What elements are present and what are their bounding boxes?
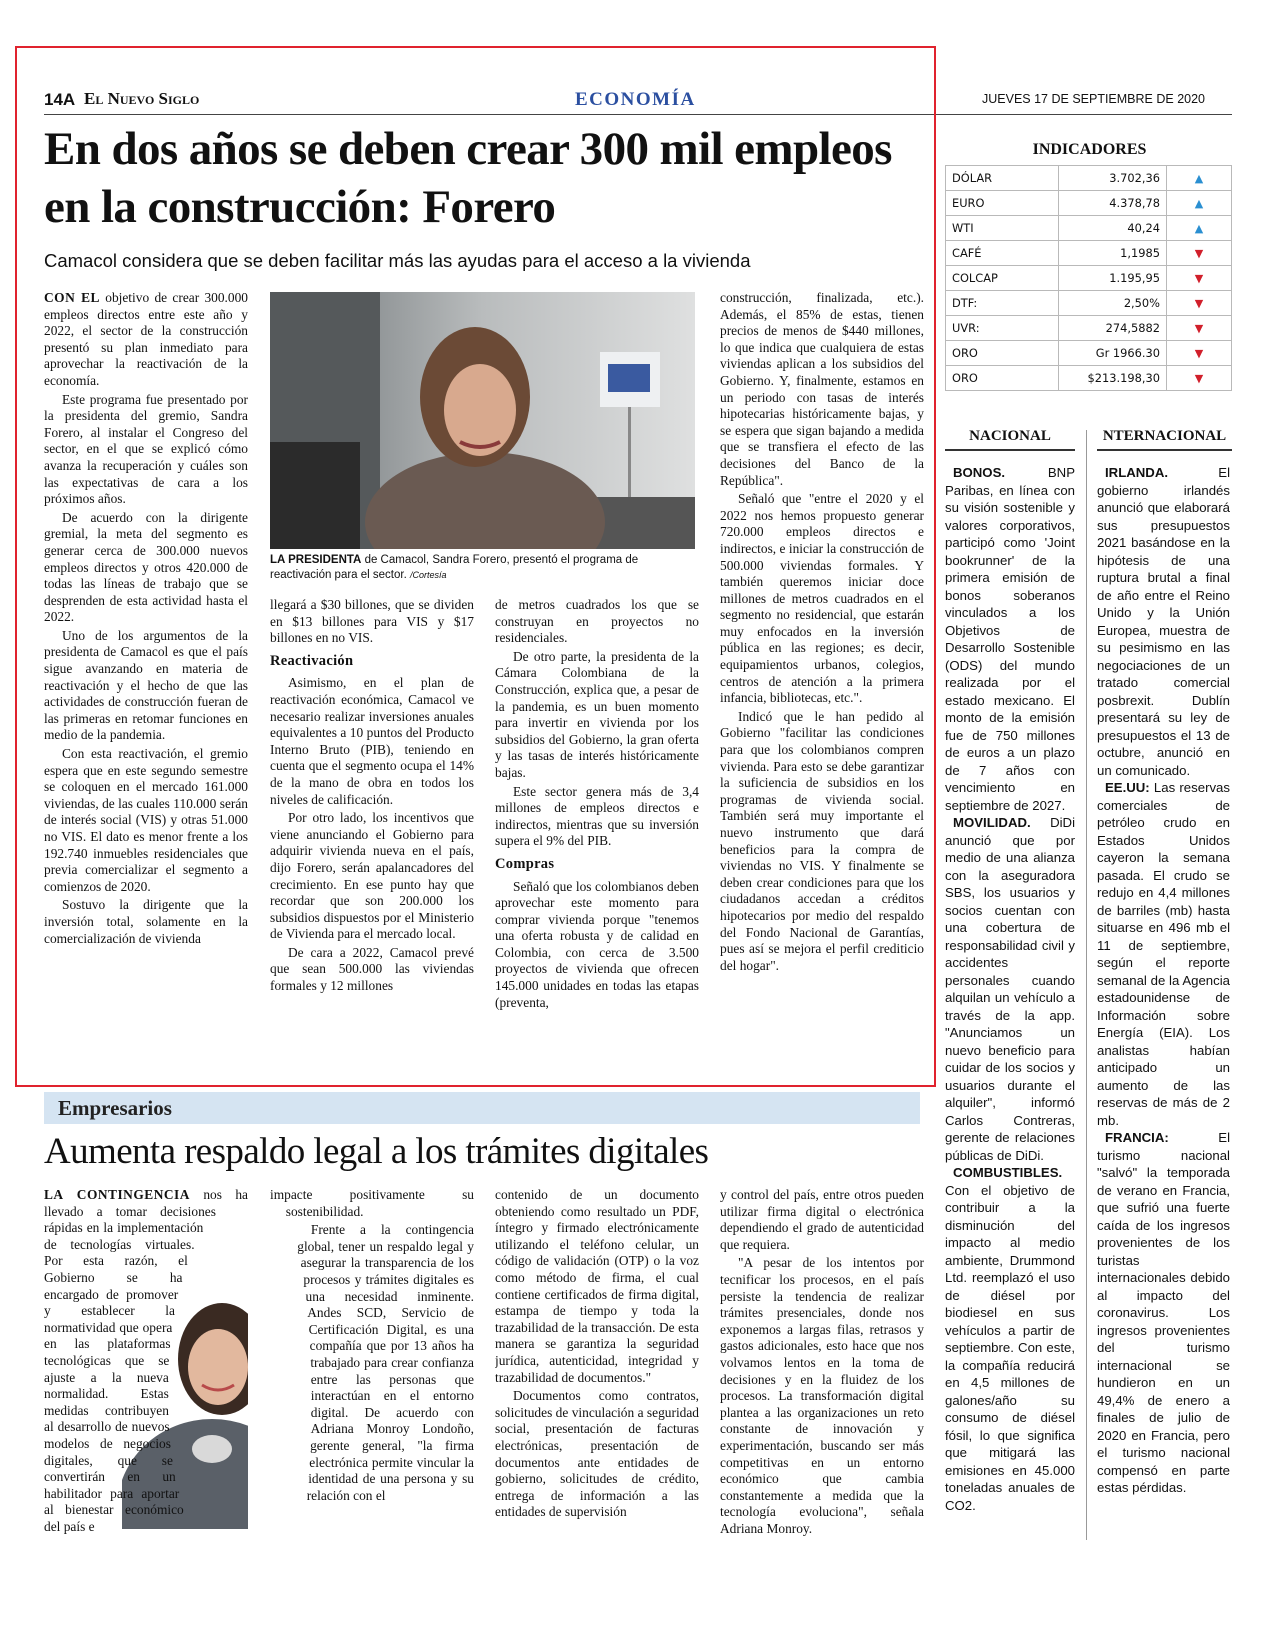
paragraph: construcción, finalizada, etc.). Además, el 85% de estas, tienen precios de menos de $440 millones, lo que indica que cualquiera de estas viviendas aplican a los subsidios del Gobierno. Y, finalmente, estamos en un periodo con tasas de interés hipotecarias históricamente bajas, y se espera que sigan bajando a medida que se transfiera el efecto de las decisiones del Banco de la República". <box>720 290 924 488</box>
indicator-name: ORO <box>946 366 1059 391</box>
brief-lead: IRLANDA. <box>1105 465 1169 480</box>
brief-text: El gobierno irlandés anunció que elaborará sus presupuestos 2021 basándose en la hipótesis de una ruptura brutal a final de año entre el Reino Unido y la Unión Europea, muestra de su pesimismo en las negociaciones de un tratado comercial posbrexit. Dublín presentará su ley de presupuestos el 13 de octubre, anunció en un comunicado. <box>1097 465 1230 778</box>
empresarios-label: Empresarios <box>58 1096 172 1120</box>
indicator-name: DÓLAR <box>946 166 1059 191</box>
trend-up-icon: ▲ <box>1167 216 1232 241</box>
paragraph: De otro parte, la presidenta de la Cámara Colombiana de la Construcción, explica que, a pesar de la pandemia, es un buen momento para invertir en vivienda por los subsidios del Gobierno, la gran oferta y las tasas de interés históricamente bajas. <box>495 648 699 780</box>
brief-item <box>945 464 1075 814</box>
brief-item <box>945 1164 1075 1514</box>
paragraph: Asimismo, en el plan de reactivación económica, Camacol ve necesario realizar inversiones anuales equivalentes a 10 puntos del Producto Interno Bruto (PIB), teniendo en cuenta que el segmento ocupa el 14% de la mano de obra en todos los niveles de calificación. <box>270 675 474 807</box>
indicator-row <box>946 191 1232 216</box>
nacional-title: NACIONAL <box>945 428 1075 451</box>
main-headline: En dos años se deben crear 300 mil empleos en la construcción: Forero <box>44 123 892 233</box>
indicator-value: 2,50% <box>1059 291 1167 316</box>
lead-word: CON EL <box>44 290 100 305</box>
indicator-row <box>946 366 1232 391</box>
indicator-value: 3.702,36 <box>1059 166 1167 191</box>
indicator-name: WTI <box>946 216 1059 241</box>
indicator-name: EURO <box>946 191 1059 216</box>
empresarios-banner <box>44 1092 920 1124</box>
emp-col-1 <box>44 1187 248 1545</box>
photo-credit: /Cortesía <box>410 570 447 580</box>
trend-up-icon: ▲ <box>1167 191 1232 216</box>
indicator-row <box>946 291 1232 316</box>
brief-text: El turismo nacional "salvó" la temporada de verano en Francia, que sufrió una fuerte caída de los ingresos provenientes de los turistas internacionales debido al impacto del coronavirus. Los ingresos provenientes del turismo internacional se hundieron en un 49,4% de enero a finales de julio de 2020 en Francia, pero el turismo nacional compensó en parte estas pérdidas. <box>1097 1130 1230 1495</box>
brief-lead: BONOS. <box>953 465 1006 480</box>
paragraph: impacte positivamente su sostenibilidad. <box>270 1187 474 1219</box>
main-col-4 <box>720 290 924 1072</box>
indicator-value: 40,24 <box>1059 216 1167 241</box>
indicator-value: 1,1985 <box>1059 241 1167 266</box>
brief-lead: FRANCIA: <box>1105 1130 1169 1145</box>
trend-down-icon: ▼ <box>1167 316 1232 341</box>
forero-photo <box>270 292 695 549</box>
paragraph: De cara a 2022, Camacol prevé que sean 500.000 las viviendas formales y 12 millones <box>270 944 474 994</box>
trend-down-icon: ▼ <box>1167 341 1232 366</box>
paragraph: Este sector genera más de 3,4 millones de empleos directos e indirectos, mientras que su inversión supera el 9% del PIB. <box>495 783 699 849</box>
brief-text: Las reservas comerciales de petróleo crudo en Estados Unidos cayeron la semana pasada. El crudo se redujo en 4,4 millones de barriles (mb) hasta situarse en 496 mb el 11 de septiembre, según el reporte semanal de la Agencia estadounidense de Información sobre Energía (EIA). Los analistas habían anticipado un aumento de las reservas de más de 2 mb. <box>1097 780 1230 1128</box>
main-col-2 <box>270 597 474 1072</box>
trend-up-icon: ▲ <box>1167 166 1232 191</box>
section-label: ECONOMÍA <box>575 89 696 110</box>
emp-col-4 <box>720 1187 924 1545</box>
brief-item <box>945 814 1075 1164</box>
main-col-1 <box>44 290 248 1072</box>
trend-down-icon: ▼ <box>1167 241 1232 266</box>
indicator-row <box>946 216 1232 241</box>
indicator-value: 4.378,78 <box>1059 191 1167 216</box>
internacional-title: NTERNACIONAL <box>1097 428 1232 451</box>
paragraph: De acuerdo con la dirigente gremial, la meta del segmento es generar cerca de 300.000 nuevos empleos directos y otros 420.000 de todas las líneas de trabajo que se desprenden de esta actividad hasta el 2022. <box>44 509 248 625</box>
lead-word: LA CONTINGENCIA <box>44 1187 190 1202</box>
issue-date: JUEVES 17 DE SEPTIEMBRE DE 2020 <box>982 92 1206 106</box>
brief-item <box>1097 1129 1230 1497</box>
indicator-name: ORO <box>946 341 1059 366</box>
caption-text: de Camacol, Sandra Forero, presentó el programa de reactivación para el sector. <box>270 554 639 581</box>
indicator-value: $213.198,30 <box>1059 366 1167 391</box>
indicator-value: 274,5882 <box>1059 316 1167 341</box>
indicator-name: COLCAP <box>946 266 1059 291</box>
indicator-row <box>946 341 1232 366</box>
brief-lead: COMBUSTIBLES. <box>953 1165 1063 1180</box>
brief-item <box>1097 779 1230 1129</box>
indicator-row <box>946 316 1232 341</box>
empresarios-headline: Aumenta respaldo legal a los trámites digitales <box>44 1131 709 1172</box>
nacional-col <box>945 464 1075 1549</box>
indicator-row <box>946 241 1232 266</box>
paragraph: Señaló que los colombianos deben aprovechar este momento para comprar vivienda porque "tenemos una oferta robusta y de calidad en Colombia, con cerca de 3.500 proyectos de vivienda que ofrecen 145.000 unidades en todas las etapas (preventa, <box>495 878 699 1010</box>
indicator-value: Gr 1966.30 <box>1059 341 1167 366</box>
subheading-reactivacion: Reactivación <box>270 652 354 669</box>
paragraph: contenido de un documento obteniendo como resultado un PDF, íntegro y firmado electrónicamente utilizando el teléfono celular, un código de validación (OTP) o la voz como método de firma, el cual contiene certificados de firma digital, estampa de tiempo y toda la trazabilidad de la transacción. De esta manera se garantiza la seguridad jurídica, autenticidad, integridad y trazabilidad de documentos." <box>495 1187 699 1385</box>
brief-lead: MOVILIDAD. <box>953 815 1031 830</box>
nacional-divider <box>1086 430 1087 1540</box>
trend-down-icon: ▼ <box>1167 366 1232 391</box>
paragraph: objetivo de crear 300.000 empleos directos entre este año y 2022, el sector de la construcción presentó su plan inmediato para aprovechar la reactivación de la economía. <box>44 290 248 388</box>
paragraph: Este programa fue presentado por la presidenta del gremio, Sandra Forero, al instalar el Congreso del sector, en el que se explicó cómo avanza la recuperación y cuáles son las expectativas de cara a los próximos años. <box>44 391 248 507</box>
main-col-3 <box>495 597 699 1072</box>
brief-item <box>1097 464 1230 779</box>
indicator-row <box>946 266 1232 291</box>
paragraph: Frente a la contingencia global, tener un respaldo legal y asegurar la transparencia de los procesos y trámites digitales es una necesidad inminente. Andes SCD, Servicio de Certificación Digital, es una compañía que por 13 años ha trabajado para crear confianza entre las personas que interactúan en el entorno digital. De acuerdo con Adriana Monroy Londoño, gerente general, "la firma electrónica permite vincular la identidad de una persona y su relación con el <box>297 1222 474 1503</box>
paragraph: Uno de los argumentos de la presidenta de Camacol es que el país sigue avanzando en materia de reactivación y el hecho de que las actividades de construcción fueran de las primeras en retomar funciones en medio de la pandemia. <box>44 627 248 743</box>
brief-text: BNP Paribas, en línea con su visión sostenible y valores corporativos, participó como 'Joint bookrunner' de la primera emisión de bonos soberanos vinculados a los Objetivos de Desarrollo Sostenible (ODS) del mundo realizada por el estado mexicano. El monto de la emisión fue de 750 millones de euros a un plazo de 7 años con vencimiento en septiembre de 2027. <box>945 465 1075 813</box>
indicators-table <box>945 165 1232 391</box>
page-number: 14A <box>44 90 76 109</box>
paragraph: nos ha llevado a tomar decisiones rápidas en la implementación de tecnologías virtuales. Por esta razón, el Gobierno se ha encargado de promover y establecer la normatividad que opera en las plataformas tecnológicas que se ajuste a la nueva normalidad. Estas medidas contribuyen al desarrollo de nuevos modelos de negocios digitales, que se convertirán en un habilitador para aportar al bienestar económico del país e <box>44 1187 248 1534</box>
emp-col-2 <box>270 1187 474 1545</box>
paragraph: llegará a $30 billones, que se dividen en $13 billones para VIS y $17 billones en no VIS. <box>270 597 474 646</box>
indicator-row <box>946 166 1232 191</box>
indicator-value: 1.195,95 <box>1059 266 1167 291</box>
brief-text: DiDi anunció que por medio de una alianza con la aseguradora SBS, los usuarios y socios cuentan con una cobertura de responsabilidad civil y accidentes personales cuando alquilan un vehículo a través de la app. "Anunciamos un nuevo beneficio para cuidar de los socios y usuarios durante el alquiler", informó Carlos Contreras, gerente de relaciones públicas de DiDi. <box>945 815 1075 1163</box>
subheading-compras: Compras <box>495 855 555 872</box>
trend-down-icon: ▼ <box>1167 266 1232 291</box>
indicator-name: UVR: <box>946 316 1059 341</box>
brief-text: Con el objetivo de contribuir a la disminución del impacto al medio ambiente, Drummond Ltd. reemplazó el uso de diésel por biodiesel en sus vehículos a partir de septiembre. Con este, la compañía reducirá en 4,5 millones de galones/año su consumo de diésel fósil, lo que significa que mitigará las emisiones en 45.000 toneladas anuales de CO2. <box>945 1182 1075 1513</box>
newspaper-name: El Nuevo Siglo <box>84 89 200 108</box>
internacional-col <box>1097 464 1230 1549</box>
paragraph: Por otro lado, los incentivos que viene anunciando el Gobierno para adquirir vivienda nueva en el país, dijo Forero, serán apalancadores del crecimiento. En ese punto hay que recordar que son 200.000 los subsidios dispuestos por el Ministerio de Vivienda para el mercado local. <box>270 810 474 942</box>
paragraph: Señaló que "entre el 2020 y el 2022 nos hemos propuesto generar 720.000 empleos directos e indirectos, e iniciar la construcción de 500.000 viviendas formales. Y también queremos iniciar doce millones de metros cuadrados en el segmento no residencial, que estarán muy enfocados en la inversión pública en las regiones; es decir, equipamientos urbanos, colegios, centros de atención a la primera infancia, bibliotecas, etc.". <box>720 491 924 706</box>
main-subtitle: Camacol considera que se deben facilitar más las ayudas para el acceso a la vivienda <box>44 250 751 271</box>
paragraph: Documentos como contratos, solicitudes de vinculación a seguridad social, presentación de facturas electrónicas, presentación de documentos ante entidades de gobierno, solicitudes de crédito, entrega de información a las entidades de supervisión <box>495 1388 699 1520</box>
paragraph: Con esta reactivación, el gremio espera que en este segundo semestre se coloquen en el mercado 161.000 viviendas, de las cuales 110.000 serán de interés social (VIS) y otras 51.000 no VIS. El dato es menor frente a los 192.740 inmuebles residenciales que previa comercializar el segmento a comienzos de 2020. <box>44 746 248 894</box>
photo-caption <box>270 553 695 583</box>
trend-down-icon: ▼ <box>1167 291 1232 316</box>
paragraph: y control del país, entre otros pueden utilizar firma digital o electrónica dependiendo el grado de autenticidad que requiera. <box>720 1187 924 1252</box>
indicator-name: DTF: <box>946 291 1059 316</box>
paragraph: Sostuvo la dirigente que la inversión total, solamente en la comercialización de vivienda <box>44 897 248 946</box>
paragraph: de metros cuadrados los que se construyan en proyectos no residenciales. <box>495 597 699 646</box>
caption-lead: LA PRESIDENTA <box>270 554 362 566</box>
indicators-title: INDICADORES <box>1032 141 1147 158</box>
emp-col-3 <box>495 1187 699 1545</box>
indicator-name: CAFÉ <box>946 241 1059 266</box>
paragraph: "A pesar de los intentos por tecnificar los procesos, en el país persiste la tendencia de realizar trámites presenciales, donde nos exponemos a largas filas, retrasos y gastos adicionales, esto hace que nos volvamos lentos en la toma de decisiones y en la fluidez de los procesos. La transformación digital plantea a las organizaciones un reto constante de innovación y experimentación, buscando ser más competitivas en un entorno económico que cambia constantemente a medida que la tecnología evoluciona", señala Adriana Monroy. <box>720 1255 924 1536</box>
brief-lead: EE.UU: <box>1105 780 1150 795</box>
paragraph: Indicó que le han pedido al Gobierno "facilitar las condiciones para que los colombianos compren vivienda. Para esto se debe garantizar la suficiencia de subsidios en los programas de vivienda social. También será muy importante el nuevo instrumento que dará beneficios para la compra de viviendas no VIS. Y finalmente se deben crear condiciones para que los ciudadanos accedan a créditos hipotecarios por medio del respaldo del Fondo Nacional de Garantías, pues así se mejora el perfil crediticio del hogar". <box>720 708 924 973</box>
